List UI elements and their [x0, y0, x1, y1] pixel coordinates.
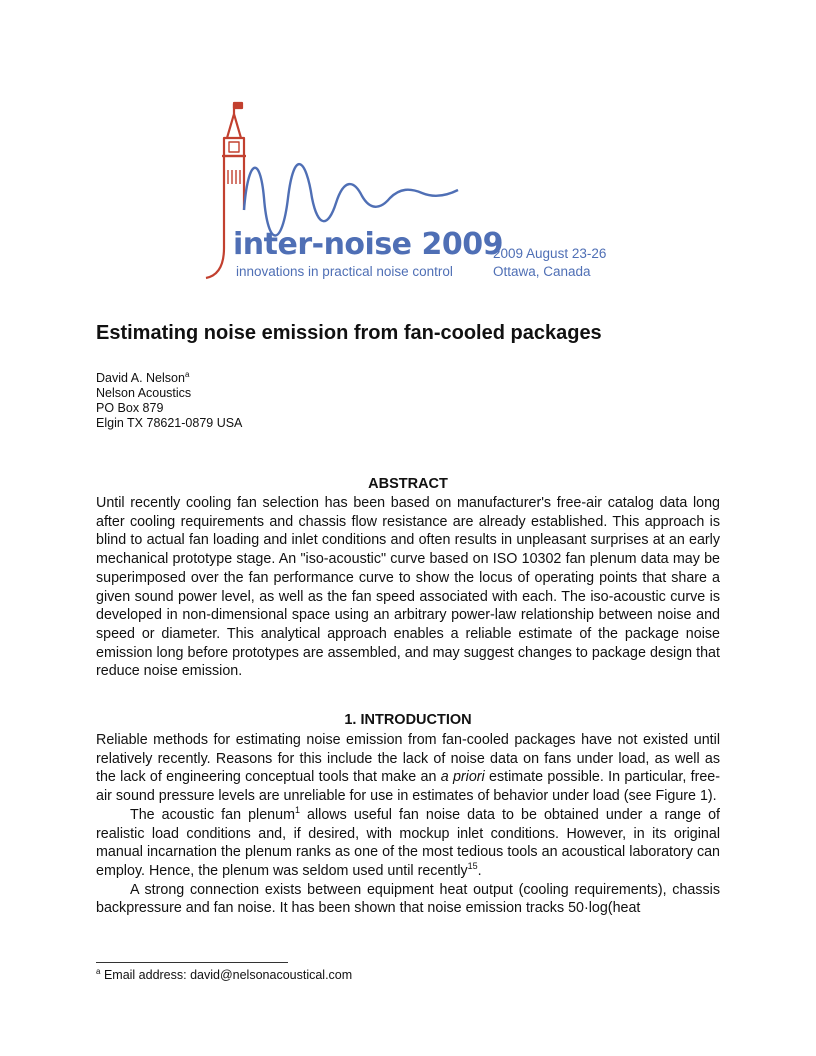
logo-name: inter-noise [233, 227, 412, 262]
abstract-body [96, 494, 720, 681]
author-name-line [96, 371, 242, 386]
sound-wave-icon [244, 164, 458, 235]
intro-p2-citation-1: 1 [294, 805, 300, 816]
intro-p2-citation-15: 15 [467, 861, 478, 872]
author-affiliation: Nelson Acoustics [96, 386, 192, 400]
author-name: David A. Nelson [96, 371, 185, 385]
logo-year: 2009 [421, 227, 503, 262]
paper-title: Estimating noise emission from fan-cooled packages [96, 322, 602, 344]
footnote [96, 968, 352, 982]
footnote-text: Email address: david@nelsonacoustical.com [103, 968, 353, 982]
intro-p1-text-a: Reliable methods for estimating noise emission from fan-cooled packages have not existed until relatively recently. Reasons for this include the lack of noise data on fans under load, as well as the lack of engineering conceptual tools that make an [96, 732, 720, 786]
logo-wordmark [233, 227, 503, 262]
footnote-rule [96, 962, 288, 963]
intro-p1-emphasis: a priori [440, 769, 485, 786]
author-address-1: PO Box 879 [96, 401, 164, 415]
author-block [96, 371, 242, 431]
author-address-2: Elgin TX 78621-0879 USA [96, 416, 243, 430]
abstract-text: Until recently cooling fan selection has been based on manufacturer's free-air catalog data long after cooling requirements and chassis flow resistance are already established. This approach is blind to actual fan loading and inlet conditions and often results in unpleasant surprises at an early mechanical prototype stage. An "iso-acoustic" curve based on ISO 10302 fan plenum data may be superimposed over the fan performance curve to show the locus of operating points that share a given sound power level, as well as the fan speed associated with each. The iso-acoustic curve is developed in non-dimensional space using an arbitrary power-law relationship between noise and speed or diameter. This analytical approach enables a reliable estimate of the package noise emission long before prototypes are assembled, and may suggest changes to package design that reduce noise emission. [96, 495, 720, 680]
introduction-body [96, 731, 720, 918]
intro-paragraph-2 [96, 806, 720, 881]
conference-location: Ottawa, Canada [493, 264, 591, 279]
author-footnote-marker: a [184, 369, 190, 379]
intro-p2-text-b: allows useful fan noise data to be obtained under a range of realistic load conditions and, if desired, with mockup inlet conditions. However, in its original manual incarnation the plenum ranks as one of the most tedious tools an acoustical laboratory can employ. Hence, the plenum was seldom used until recently [96, 806, 720, 879]
abstract-heading: ABSTRACT [368, 476, 448, 492]
intro-p2-text-c: . [477, 862, 482, 879]
introduction-heading: 1. INTRODUCTION [344, 712, 472, 728]
footnote-marker: a [96, 966, 101, 976]
intro-p2-text-a: The acoustic fan plenum [130, 806, 295, 823]
intro-paragraph-1 [96, 731, 720, 806]
intro-paragraph-3: A strong connection exists between equipment heat output (cooling requirements), chassis backpressure and fan noise. It has been shown that noise emission tracks 50·log(heat [96, 881, 720, 917]
conference-date: 2009 August 23-26 [493, 246, 607, 261]
intro-p1-text-b: estimate possible. In particular, free-air sound pressure levels are unreliable for use in estimates of behavior under load (see Figure 1). [96, 769, 720, 805]
logo-tagline: innovations in practical noise control [236, 264, 453, 279]
